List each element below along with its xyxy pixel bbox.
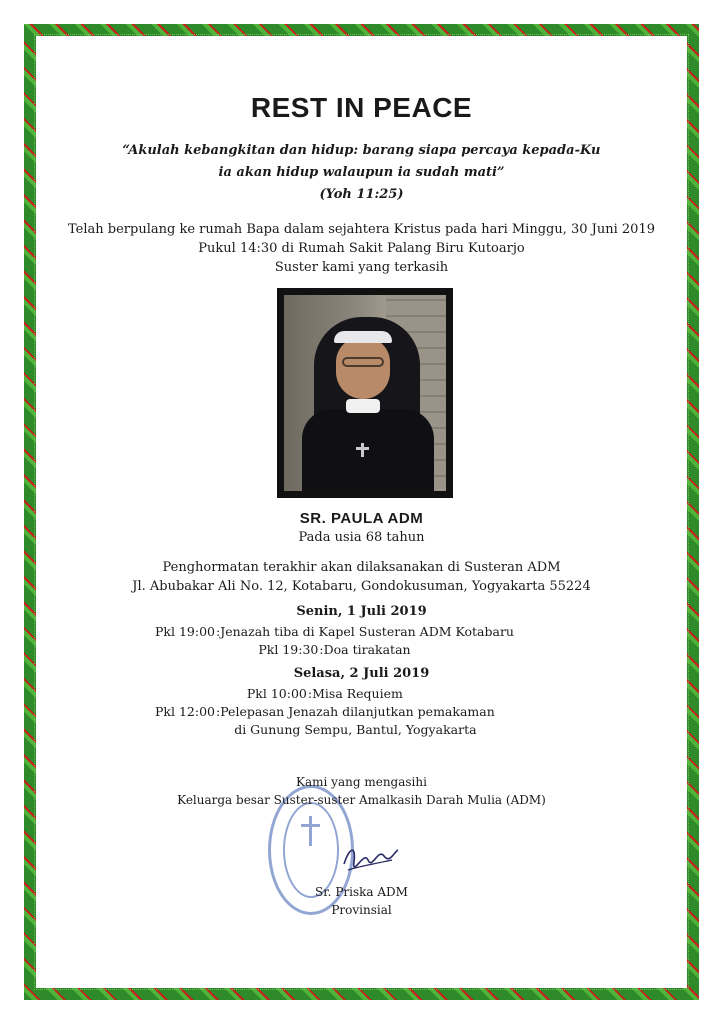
deceased-name: SR. PAULA ADM [299,510,424,527]
announcement [40,220,683,277]
schedule-list [154,623,514,659]
handwritten-signature [340,840,400,874]
schedule-desc: :Doa tirakatan [319,642,411,657]
quote-reference: (Yoh 11:25) [319,187,404,202]
schedule-item [154,623,514,641]
portrait-frame [277,288,453,498]
schedule-desc: :Pelepasan Jenazah dilanjutkan pemakaman [216,704,495,719]
page-title: REST IN PEACE [250,92,473,123]
schedule-item [154,703,495,739]
closing-block [40,773,683,809]
signer-name: Sr. Priska ADM [315,885,408,899]
schedule-item [154,641,514,659]
quote-line-2: ia akan hidup walaupun ia sudah mati” [218,165,505,180]
schedule-time: Pkl 12:00 [155,704,215,719]
venue-info [40,558,683,596]
bible-quote [40,140,683,206]
deceased-age: Pada usia 68 tahun [298,530,425,545]
schedule-list [154,685,495,739]
schedule-day-heading: Senin, 1 Juli 2019 [296,604,427,619]
venue-address: Jl. Abubakar Ali No. 12, Kotabaru, Gondokusuman, Yogyakarta 55224 [132,579,591,594]
signer-role: Provinsial [331,903,392,917]
closing-line-1: Kami yang mengasihi [296,775,427,789]
announcement-line-1: Telah berpulang ke rumah Bapa dalam sejahtera Kristus pada hari Minggu, 30 Juni 2019 [68,222,655,237]
venue-line-1: Penghormatan terakhir akan dilaksanakan di Susteran ADM [162,560,561,575]
schedule-desc-continued: di Gunung Sempu, Bantul, Yogyakarta [234,722,477,737]
closing-family: Keluarga besar Suster-suster Amalkasih Darah Mulia (ADM) [177,793,546,807]
schedule-day-heading: Selasa, 2 Juli 2019 [293,666,430,681]
schedule-time: Pkl 19:30 [258,642,319,657]
quote-line-1: “Akulah kebangkitan dan hidup: barang siapa percaya kepada-Ku [122,143,601,158]
announcement-line-2: Pukul 14:30 di Rumah Sakit Palang Biru Kutoarjo [198,241,525,256]
announcement-line-3: Suster kami yang terkasih [274,260,449,275]
crucifix-icon [361,443,364,457]
schedule-time: Pkl 19:00 [155,624,215,639]
schedule-time: Pkl 10:00 [246,686,307,701]
signer-block [40,883,683,919]
portrait-photo [284,295,446,491]
schedule-desc: :Misa Requiem [307,686,403,701]
schedule-desc: :Jenazah tiba di Kapel Susteran ADM Kotabaru [216,624,514,639]
schedule-item [154,685,495,703]
